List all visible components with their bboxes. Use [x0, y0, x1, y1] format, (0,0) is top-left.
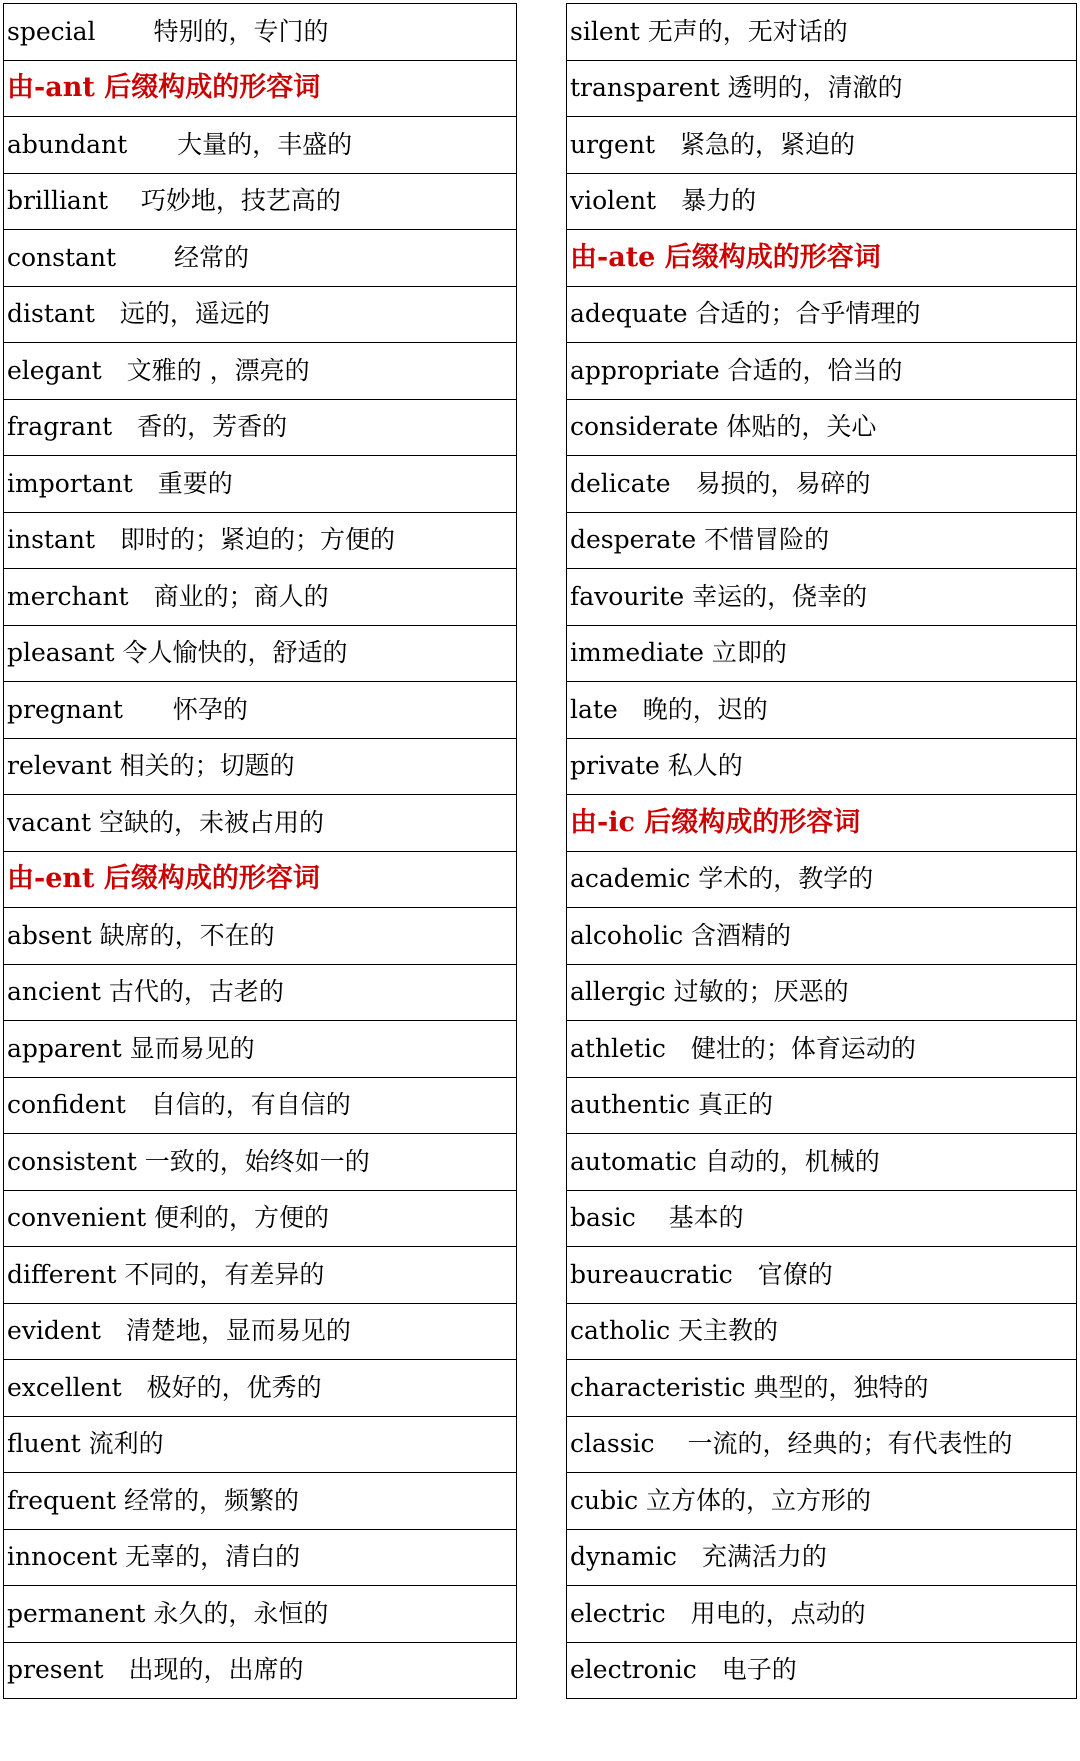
vocabulary-entry: violent 暴力的: [567, 173, 1077, 230]
vocabulary-entry: merchant 商业的；商人的: [4, 569, 517, 626]
vocabulary-row: [567, 456, 1077, 513]
vocabulary-entry: convenient 便利的，方便的: [4, 1190, 517, 1247]
vocabulary-entry: frequent 经常的，频繁的: [4, 1473, 517, 1530]
vocabulary-entry: adequate 合适的；合乎情理的: [567, 286, 1077, 343]
vocabulary-row: [567, 1190, 1077, 1247]
vocabulary-row: [4, 795, 517, 852]
vocabulary-row: [567, 1642, 1077, 1699]
vocabulary-row: [567, 60, 1077, 117]
vocabulary-row: [567, 682, 1077, 739]
vocabulary-entry: electronic 电子的: [567, 1642, 1077, 1699]
vocabulary-entry: innocent 无辜的，清白的: [4, 1529, 517, 1586]
vocabulary-row: [567, 343, 1077, 400]
vocabulary-row: [567, 738, 1077, 795]
vocabulary-row: [4, 1529, 517, 1586]
vocabulary-entry: classic 一流的，经典的；有代表性的: [567, 1416, 1077, 1473]
vocabulary-entry: instant 即时的；紧迫的；方便的: [4, 512, 517, 569]
vocabulary-entry: relevant 相关的；切题的: [4, 738, 517, 795]
section-header-row: [4, 851, 517, 908]
vocabulary-row: [4, 1077, 517, 1134]
vocabulary-entry: fragrant 香的，芳香的: [4, 399, 517, 456]
vocabulary-entry: apparent 显而易见的: [4, 1021, 517, 1078]
vocabulary-row: [4, 173, 517, 230]
vocabulary-entry: basic 基本的: [567, 1190, 1077, 1247]
vocabulary-row: [4, 964, 517, 1021]
vocabulary-entry: cubic 立方体的，立方形的: [567, 1473, 1077, 1530]
vocabulary-entry: automatic 自动的，机械的: [567, 1134, 1077, 1191]
vocabulary-entry: evident 清楚地，显而易见的: [4, 1303, 517, 1360]
vocabulary-row: [4, 1247, 517, 1304]
vocabulary-entry: bureaucratic 官僚的: [567, 1247, 1077, 1304]
vocabulary-entry: urgent 紧急的，紧迫的: [567, 117, 1077, 174]
vocabulary-row: [567, 625, 1077, 682]
vocabulary-row: [4, 117, 517, 174]
vocabulary-row: [4, 399, 517, 456]
vocabulary-entry: present 出现的，出席的: [4, 1642, 517, 1699]
vocabulary-entry: considerate 体贴的，关心: [567, 399, 1077, 456]
vocabulary-entry: absent 缺席的，不在的: [4, 908, 517, 965]
vocabulary-entry: excellent 极好的，优秀的: [4, 1360, 517, 1417]
vocabulary-entry: pleasant 令人愉快的，舒适的: [4, 625, 517, 682]
vocabulary-row: [567, 399, 1077, 456]
vocabulary-entry: distant 远的，遥远的: [4, 286, 517, 343]
vocabulary-row: [4, 1303, 517, 1360]
vocabulary-entry: fluent 流利的: [4, 1416, 517, 1473]
vocabulary-row: [4, 230, 517, 287]
vocabulary-row: [567, 1586, 1077, 1643]
vocabulary-entry: athletic 健壮的；体育运动的: [567, 1021, 1077, 1078]
vocabulary-row: [567, 512, 1077, 569]
vocabulary-entry: permanent 永久的，永恒的: [4, 1586, 517, 1643]
vocabulary-row: [4, 512, 517, 569]
vocabulary-entry: special 特别的，专门的: [4, 4, 517, 61]
vocabulary-row: [567, 851, 1077, 908]
vocabulary-entry: catholic 天主教的: [567, 1303, 1077, 1360]
vocabulary-row: [4, 682, 517, 739]
section-header-row: [4, 60, 517, 117]
section-header-row: [567, 795, 1077, 852]
vocabulary-entry: different 不同的，有差异的: [4, 1247, 517, 1304]
vocabulary-entry: constant 经常的: [4, 230, 517, 287]
vocabulary-row: [567, 4, 1077, 61]
vocabulary-entry: authentic 真正的: [567, 1077, 1077, 1134]
vocabulary-row: [4, 343, 517, 400]
left-vocabulary-column: [3, 3, 517, 1699]
vocabulary-row: [4, 625, 517, 682]
vocabulary-entry: late 晚的，迟的: [567, 682, 1077, 739]
vocabulary-entry: delicate 易损的，易碎的: [567, 456, 1077, 513]
vocabulary-entry: characteristic 典型的，独特的: [567, 1360, 1077, 1417]
vocabulary-row: [4, 1416, 517, 1473]
right-vocabulary-column: [566, 3, 1077, 1699]
vocabulary-row: [4, 1360, 517, 1417]
vocabulary-entry: ancient 古代的，古老的: [4, 964, 517, 1021]
vocabulary-row: [567, 1021, 1077, 1078]
vocabulary-row: [4, 456, 517, 513]
vocabulary-row: [4, 1021, 517, 1078]
vocabulary-entry: brilliant 巧妙地，技艺高的: [4, 173, 517, 230]
vocabulary-entry: immediate 立即的: [567, 625, 1077, 682]
vocabulary-row: [4, 286, 517, 343]
vocabulary-row: [4, 1190, 517, 1247]
vocabulary-row: [567, 1247, 1077, 1304]
vocabulary-entry: abundant 大量的，丰盛的: [4, 117, 517, 174]
vocabulary-entry: appropriate 合适的，恰当的: [567, 343, 1077, 400]
vocabulary-row: [4, 1586, 517, 1643]
vocabulary-row: [4, 1642, 517, 1699]
vocabulary-entry: consistent 一致的，始终如一的: [4, 1134, 517, 1191]
vocabulary-entry: favourite 幸运的，侥幸的: [567, 569, 1077, 626]
vocabulary-entry: important 重要的: [4, 456, 517, 513]
vocabulary-entry: dynamic 充满活力的: [567, 1529, 1077, 1586]
vocabulary-entry: vacant 空缺的，未被占用的: [4, 795, 517, 852]
vocabulary-entry: elegant 文雅的 ，漂亮的: [4, 343, 517, 400]
vocabulary-row: [567, 964, 1077, 1021]
vocabulary-entry: pregnant 怀孕的: [4, 682, 517, 739]
vocabulary-entry: academic 学术的，教学的: [567, 851, 1077, 908]
vocabulary-row: [567, 908, 1077, 965]
vocabulary-row: [567, 1303, 1077, 1360]
vocabulary-row: [4, 1473, 517, 1530]
vocabulary-row: [567, 117, 1077, 174]
vocabulary-entry: alcoholic 含酒精的: [567, 908, 1077, 965]
vocabulary-entry: confident 自信的，有自信的: [4, 1077, 517, 1134]
vocabulary-row: [567, 1473, 1077, 1530]
vocabulary-row: [4, 908, 517, 965]
vocabulary-row: [567, 1360, 1077, 1417]
section-heading: 由-ent 后缀构成的形容词: [4, 851, 517, 908]
vocabulary-row: [4, 1134, 517, 1191]
vocabulary-row: [567, 286, 1077, 343]
vocabulary-row: [567, 1077, 1077, 1134]
vocabulary-row: [4, 569, 517, 626]
section-heading: 由-ate 后缀构成的形容词: [567, 230, 1077, 287]
vocabulary-entry: private 私人的: [567, 738, 1077, 795]
vocabulary-row: [567, 1134, 1077, 1191]
vocabulary-row: [567, 569, 1077, 626]
vocabulary-row: [567, 173, 1077, 230]
vocabulary-entry: silent 无声的，无对话的: [567, 4, 1077, 61]
section-heading: 由-ic 后缀构成的形容词: [567, 795, 1077, 852]
section-header-row: [567, 230, 1077, 287]
vocabulary-row: [567, 1529, 1077, 1586]
vocabulary-entry: allergic 过敏的；厌恶的: [567, 964, 1077, 1021]
vocabulary-entry: transparent 透明的，清澈的: [567, 60, 1077, 117]
vocabulary-entry: electric 用电的，点动的: [567, 1586, 1077, 1643]
vocabulary-row: [4, 738, 517, 795]
vocabulary-row: [567, 1416, 1077, 1473]
vocabulary-row: [4, 4, 517, 61]
vocabulary-entry: desperate 不惜冒险的: [567, 512, 1077, 569]
section-heading: 由-ant 后缀构成的形容词: [4, 60, 517, 117]
